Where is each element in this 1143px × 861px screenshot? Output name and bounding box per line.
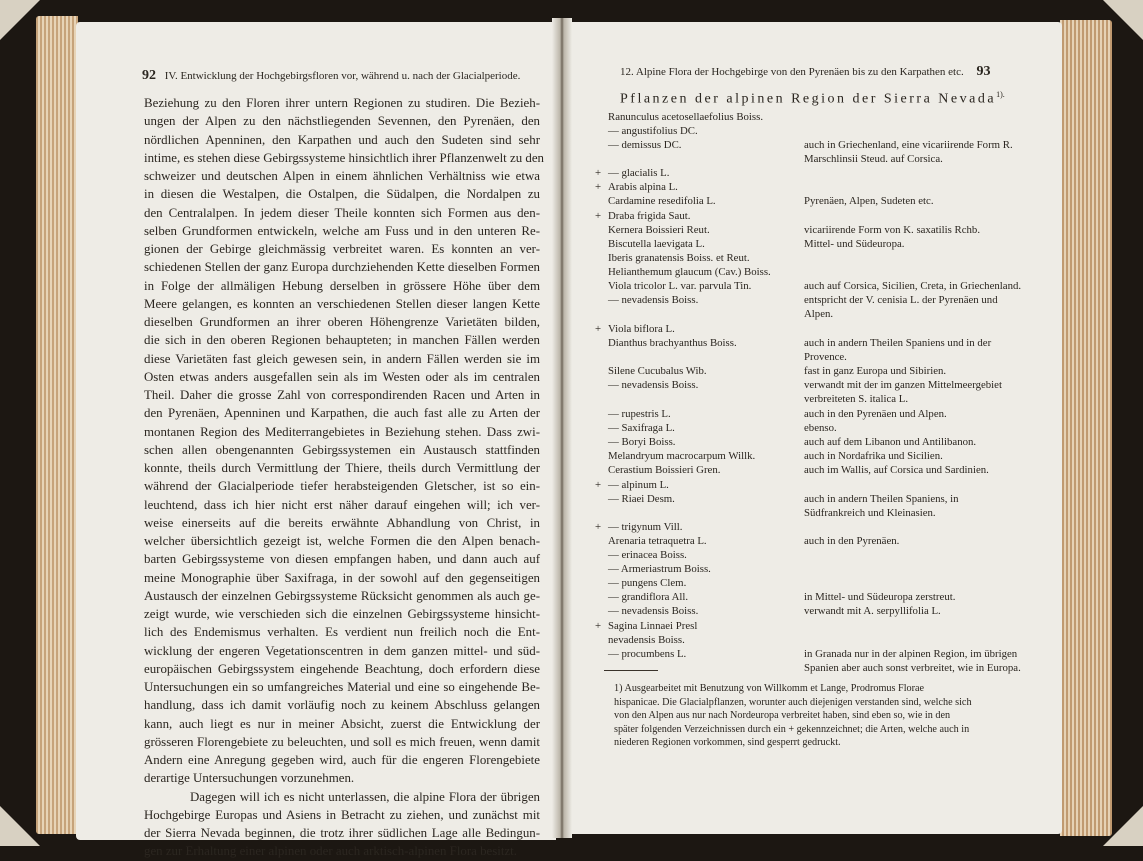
left-page (76, 22, 556, 859)
plant-entry (592, 194, 1022, 208)
body-line: weise einerseits auf die bereits erwähnte Abhandlung von Christ, in (144, 515, 540, 530)
plant-name: — nevadensis Boiss. (608, 605, 699, 618)
plant-entry (592, 378, 1022, 406)
body-line: selben Grundformen entwickeln, welche am Fuss und in den unteren Re- (144, 223, 540, 238)
distribution-note: ebenso. (804, 421, 837, 434)
body-line: den Pyrenäen, Apenninen und Karpathen, die auch fast alle zu Arten der (144, 406, 540, 421)
body-line: dieselben Grundformen an ihrer oberen Höhengrenze Varietäten bilden, (144, 315, 540, 329)
body-line: grösseren Florengebiete zu beleuchten, und soll es mich freuen, wenn damit (144, 734, 540, 749)
glacial-mark: + (594, 181, 602, 194)
plant-name: Silene Cucubalus Wib. (608, 365, 707, 378)
plant-name: — Boryi Boiss. (608, 436, 676, 449)
body-line: Hochgebirge Europas und Asiens in Betracht zu ziehen, und zunächst mit (144, 807, 540, 822)
distribution-note: auch in den Pyrenäen und Alpen. (804, 407, 947, 420)
body-line: barten Gebirgssysteme von diesen empfangen haben, und dann auch auf (144, 552, 540, 567)
right-page (568, 22, 1062, 834)
plant-entry (592, 633, 1022, 647)
corner-tl (0, 0, 40, 40)
plant-entry (592, 265, 1022, 279)
plant-name: — Saxifraga L. (608, 421, 675, 434)
body-line: Austausch der einzelnen Gebirgssysteme Rücksicht genommen als auch ge- (144, 588, 540, 603)
plant-entry (592, 407, 1022, 421)
plant-name: — glacialis L. (608, 167, 670, 180)
plant-name: Draba frigida Saut. (608, 209, 691, 222)
body-line: in Folge der allmäligen Hebung derselben in grössere Höhe über dem (144, 278, 540, 293)
left-page-edges (36, 16, 78, 834)
body-line: Untersuchungen ein so umfangreiches Material und eine so eingehende Be- (144, 680, 540, 694)
body-line: in diesen die Westalpen, die Ostalpen, die Südalpen, die Nordalpen zu (144, 187, 540, 202)
body-line: während der Glacialperiode tiefer herabsteigenden Gletscher, ist so ein- (144, 479, 540, 494)
plant-name: — alpinum L. (608, 478, 669, 491)
body-line: konnte, theils durch Vermittlung der Thiere, theils durch Vermittlung der (144, 461, 540, 475)
body-line: gionen der Gebirge gleichmässig verbreitet waren. Es konnten an ver- (144, 242, 540, 256)
body-line: Dagegen will ich es nicht unterlassen, die alpine Flora der übrigen (190, 789, 540, 804)
left-running-head-text: IV. Entwicklung der Hochgebirgsfloren vor, während u. nach der Glacialperiode. (164, 70, 521, 82)
distribution-note: auch in andern Theilen Spaniens und in der Provence. (804, 336, 992, 363)
distribution-note: auch im Wallis, auf Corsica und Sardinien. (804, 464, 989, 477)
plant-name: Iberis granatensis Boiss. et Reut. (608, 252, 750, 265)
plant-entry (592, 223, 1022, 237)
plant-name: — angustifolius DC. (608, 125, 698, 137)
plant-entry (592, 279, 1022, 293)
body-line: europäischen Gebirgssystem eingehende Beachtung, doch erfordern diese (144, 661, 540, 676)
plant-name: Cardamine resedifolia L. (608, 195, 716, 208)
plant-entry (592, 166, 1022, 180)
right-running-head-text: 12. Alpine Flora der Hochgebirge von den Pyrenäen bis zu den Karpathen etc. (620, 66, 964, 78)
body-line: ungen der Alpen zu den nächstliegenden Sevennen, den Pyrenäen, den (144, 114, 540, 129)
plant-entry (592, 336, 1022, 364)
distribution-note: verwandt mit A. serpyllifolia L. (804, 605, 941, 618)
distribution-note: auch auf Corsica, Sicilien, Creta, in Griechenland. (804, 280, 1022, 293)
body-line: nördlichen Apenninen, den Karpathen und auch den Sudeten sind sehr (144, 132, 540, 147)
body-line: schweizer und deutschen Alpen in einem ähnlichen Verhältniss wie etwa (144, 169, 540, 183)
plant-name: — rupestris L. (608, 407, 671, 420)
plant-name: Cerastium Boissieri Gren. (608, 464, 721, 477)
plant-name: Viola biflora L. (608, 322, 675, 335)
plant-entry (592, 251, 1022, 265)
body-line: gen zur Erhaltung einer alpinen oder auch arktisch-alpinen Flora besitzt. (144, 844, 517, 859)
plant-entry (592, 562, 1022, 576)
distribution-note: entspricht der V. cenisia L. der Pyrenäen und Alpen. (804, 294, 998, 321)
plant-entry (592, 590, 1022, 604)
body-line: montanen Region des Mediterrangebietes in Beziehung stehen. Dass zwi- (144, 424, 540, 439)
plant-name: Viola tricolor L. var. parvula Tin. (608, 280, 752, 293)
plant-entry (592, 548, 1022, 562)
plant-name: nevadensis Boiss. (608, 633, 685, 646)
body-line: wicklung der engeren Vegetationscentren in dem ganzen mittel- und süd- (144, 643, 540, 658)
plant-entry (592, 237, 1022, 251)
left-body-text (144, 94, 544, 861)
section-title-ref: 1). (996, 90, 1005, 99)
body-line: diese Varietäten fast gleich gewesen sein, in andern Fällen werden sie im (144, 351, 540, 366)
book-gutter (552, 18, 572, 838)
body-line: leuchtend, dass ich hier nicht erst näher darauf eingehen will; ich ver- (144, 497, 540, 512)
distribution-note: Mittel- und Südeuropa. (804, 237, 905, 250)
right-page-number: 93 (976, 64, 991, 79)
section-title-text: Pflanzen der alpinen Region der Sierra Nevada (620, 91, 997, 107)
plant-entry (592, 322, 1022, 336)
plant-name: — Riaei Desm. (608, 492, 675, 505)
plant-name: Kernera Boissieri Reut. (608, 223, 710, 236)
body-line: welcher übersichtlich gezeigt ist, welche Formen die den Alpen benach- (144, 534, 540, 548)
body-line: Theil. Daher die grosse Zahl von correspondirenden Racen und Arten in (144, 388, 540, 402)
plant-name: Melandryum macrocarpum Willk. (608, 450, 756, 463)
plant-name: — nevadensis Boiss. (608, 294, 699, 307)
footnote-line: von den Alpen aus nur nach Nordeuropa verbreitet haben, sind eben so, wie in den (614, 710, 951, 721)
plant-entry (592, 478, 1022, 492)
glacial-mark: + (594, 209, 602, 222)
body-line: der Sierra Nevada beginnen, die trotz ihrer südlichen Lage alle Bedingun- (144, 826, 540, 840)
plant-entry (592, 421, 1022, 435)
body-line: schen allen obengenannten Gebirgssystemen ein Austausch stattfinden (144, 442, 540, 457)
plant-list (592, 110, 1022, 675)
body-line: kann, auch liegt es nur in meiner Absicht, zuerst die Entwicklung der (144, 716, 540, 731)
plant-entry (592, 124, 1022, 138)
distribution-note: fast in ganz Europa und Sibirien. (804, 365, 947, 378)
plant-entry (592, 520, 1022, 534)
footnote-line: hispanicae. Die Glacialpflanzen, worunter auch diejenigen verstanden sind, welche sich (614, 696, 972, 708)
distribution-note: vicariirende Form von K. saxatilis Rchb. (804, 223, 981, 236)
glacial-mark: + (594, 478, 602, 491)
footnote-line: niederen Regionen vorkommen, sind gesperrt gedruckt. (614, 737, 841, 748)
plant-name: — grandiflora All. (608, 591, 689, 604)
plant-name: Sagina Linnaei Presl (608, 619, 698, 632)
glacial-mark: + (594, 619, 602, 632)
distribution-note: auch auf dem Libanon und Antilibanon. (804, 436, 977, 449)
footnote-line: 1) Ausgearbeitet mit Benutzung von Willkomm et Lange, Prodromus Florae (614, 683, 925, 694)
plant-name: — procumbens L. (608, 647, 687, 660)
body-line: derartige Untersuchungen vorzunehmen. (144, 771, 355, 786)
body-line: meine Monographie über Saxifraga, in der sowohl auf den gegenseitigen (144, 570, 540, 585)
plant-name: — trigynum Vill. (608, 521, 683, 534)
plant-name: Arabis alpina L. (608, 181, 678, 194)
plant-entry (592, 293, 1022, 321)
plant-entry (592, 604, 1022, 618)
glacial-mark: + (594, 322, 602, 335)
body-line: den Centralalpen. In jedem dieser Theile konnten sich Formen aus den- (144, 205, 540, 220)
plant-entry (592, 449, 1022, 463)
distribution-note: auch in Nordafrika und Sicilien. (804, 450, 943, 463)
distribution-note: in Granada nur in der alpinen Region, im übrigen Spanien aber auch sonst verbreitet, wie in Europa. (804, 647, 1021, 674)
plant-name: Biscutella laevigata L. (608, 237, 705, 250)
footnote-rule (604, 670, 658, 671)
body-line: intime, es stehen diese Gebirgssysteme hinsichtlich ihrer Pflanzenwelt zu den (144, 150, 544, 165)
body-line: die sich in den oberen Regionen behaupteten; in manchen Fällen werden (144, 333, 540, 348)
plant-entry (592, 364, 1022, 378)
distribution-note: auch in Griechenland, eine vicariirende Form R. Marschlinsii Steud. auf Corsica. (804, 139, 1013, 166)
footnote-line: später folgenden Verzeichnissen durch ein + gekennzeichnet; die Arten, welche auch in (614, 723, 970, 735)
corner-bl (0, 806, 40, 846)
plant-name: Ranunculus acetosellaefolius Boiss. (608, 111, 764, 123)
plant-name: Dianthus brachyanthus Boiss. (608, 336, 737, 349)
right-running-head (620, 64, 991, 80)
plant-entry (592, 492, 1022, 520)
plant-entry (592, 534, 1022, 548)
plant-entry (592, 576, 1022, 590)
body-line: Beziehung zu den Floren ihrer untern Regionen zu studiren. Die Bezieh- (144, 96, 540, 110)
plant-name: — erinacea Boiss. (608, 549, 687, 562)
plant-name: — pungens Clem. (608, 577, 687, 590)
plant-entry (592, 209, 1022, 223)
body-line: Andern eine Anregung gegeben wird, auch für die engeren Florengebiete (144, 753, 540, 767)
plant-entry (592, 138, 1022, 166)
plant-name: — nevadensis Boiss. (608, 379, 699, 392)
distribution-note: verwandt mit der im ganzen Mittelmeergebiet verbreiteten S. italica L. (804, 379, 1002, 406)
distribution-note: in Mittel- und Südeuropa zerstreut. (804, 591, 956, 604)
distribution-note: auch in andern Theilen Spaniens, in Südfrankreich und Kleinasien. (804, 492, 959, 519)
distribution-note: auch in den Pyrenäen. (804, 535, 900, 548)
distribution-note: Pyrenäen, Alpen, Sudeten etc. (804, 195, 934, 208)
section-title (620, 90, 1005, 108)
body-line: handlung, dass ich damit vorläufig noch zu keinem Abschluss gelangen (144, 698, 540, 713)
body-line: Osten etwas anders ausgefallen sein als im Westen oder als im centralen (144, 369, 540, 384)
right-page-edges (1060, 20, 1112, 836)
plant-entry (592, 619, 1022, 633)
left-running-head (142, 68, 520, 84)
body-line: schiedenen Stellen der ganz Europa durchziehenden Kette dieselben Formen (144, 260, 540, 275)
plant-entry (592, 180, 1022, 194)
plant-name: Helianthemum glaucum (Cav.) Boiss. (608, 266, 771, 279)
left-page-number: 92 (142, 68, 156, 83)
plant-name: — demissus DC. (608, 139, 682, 151)
plant-name: Arenaria tetraquetra L. (608, 535, 707, 548)
body-line: Meere gelangen, es konnten an verschiedenen Stellen dieser langen Kette (144, 296, 540, 311)
footnote (614, 682, 1014, 750)
plant-entry (592, 435, 1022, 449)
plant-entry (592, 110, 1022, 124)
plant-name: — Armeriastrum Boiss. (608, 563, 711, 576)
plant-entry (592, 463, 1022, 477)
body-line: zeigt wurde, wie verschieden sich die einzelnen Gebirgssysteme hinsicht- (144, 607, 540, 621)
glacial-mark: + (594, 167, 602, 180)
body-line: lich des Endemismus verhalten. Es verdient nun freilich noch die Ent- (144, 625, 540, 640)
glacial-mark: + (594, 521, 602, 534)
